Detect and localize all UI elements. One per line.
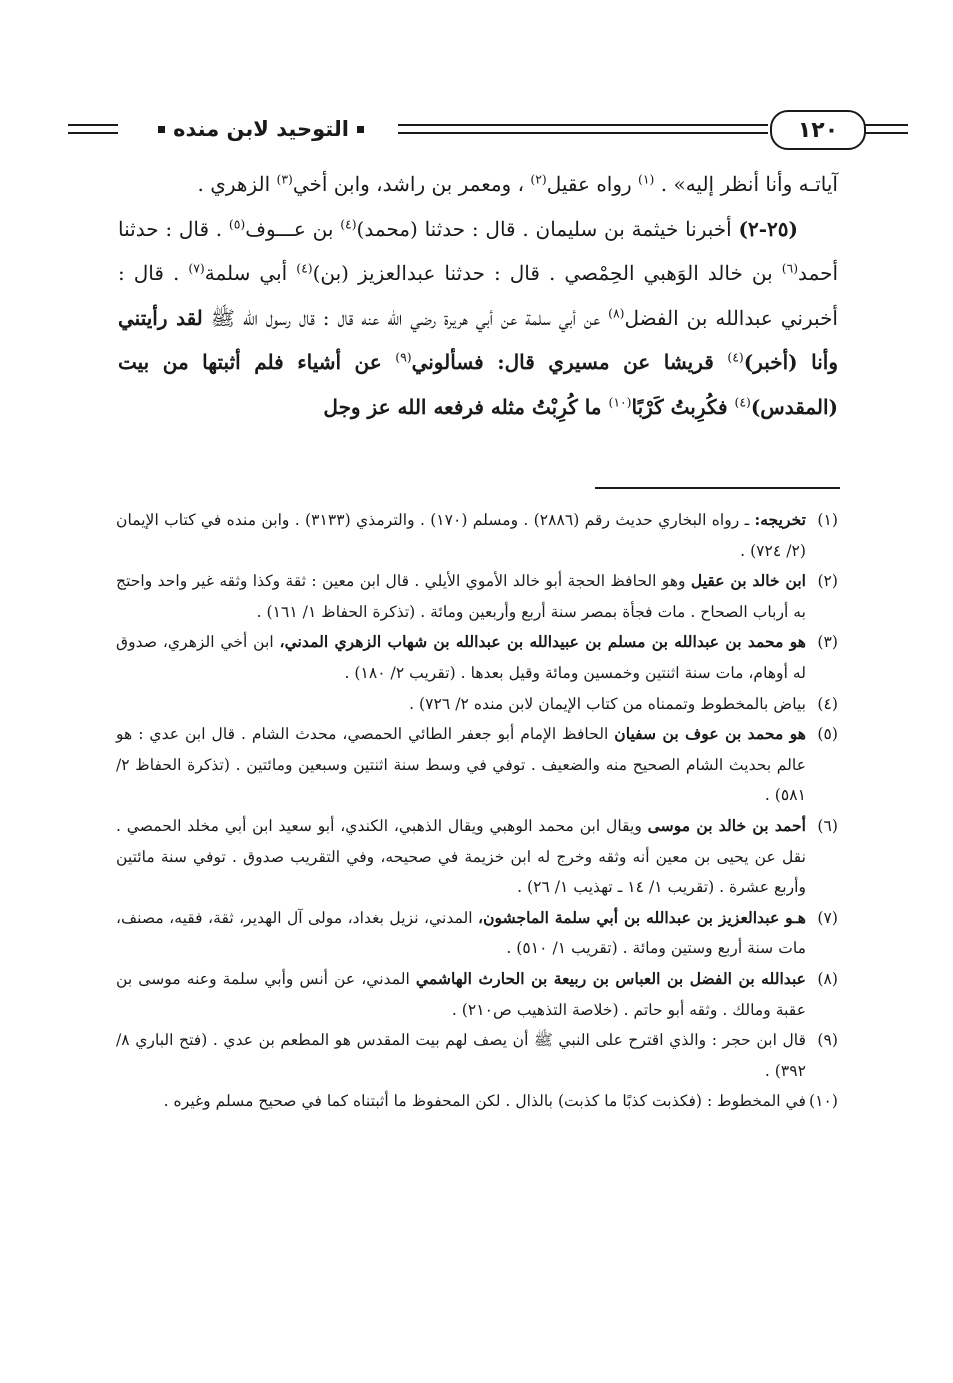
book-title (130, 110, 392, 148)
footnote-ref[interactable]: (٣) (276, 171, 293, 187)
footnote-divider (595, 487, 840, 489)
footnote-ref[interactable]: (٧) (188, 260, 205, 276)
hadith-number: (٢٥-٢) (738, 216, 798, 241)
footnote: (٢)ابن خالد بن عقيل وهو الحافظ الحجة أبو خالد الأموي الأيلي . قال ابن معين : ثقة وكذا وثقه غير واحد واحتج به أرباب الصحاح . مات فجأة بمصر سنة أربع وأربعين ومائة . (تذكرة الحفاظ ١/ ١٦١) . (116, 566, 838, 627)
page-number: ١٢٠ (770, 110, 866, 150)
footnote-ref[interactable]: (٨) (608, 304, 625, 320)
footnote-ref[interactable]: (٢) (530, 171, 547, 187)
footnote-number: (٩) (817, 1031, 838, 1050)
footnote-number: (٤) (817, 694, 838, 713)
footnote: (٨)عبدالله بن الفضل بن العباس بن ربيعة بن الحارث الهاشمي المدني، عن أنس وأبي سلمة وعنه موسى بن عقبة ومالك . وثقه أبو حاتم . (خلاصة التذهيب ص٢١٠) . (116, 964, 838, 1025)
footnote-ref[interactable]: (٤) (296, 260, 313, 276)
footnote-number: (٥) (817, 725, 838, 744)
footnote-number: (٦) (817, 816, 838, 835)
footnote-ref[interactable]: (٤) (340, 215, 357, 231)
footnote-number: (١٠) (809, 1092, 838, 1111)
footnote: (٧)هـو عبدالعزيز بن عبدالله بن أبي سلمة الماجشون، المدني، نزيل بغداد، مولى آل الهدير، ثقة، فقيه، مصنف، مات سنة أربع وستين ومائة . (تقريب ١/ ٥١٠) . (116, 903, 838, 964)
footnote-ref[interactable]: (١) (638, 171, 655, 187)
footnote-number: (٣) (817, 633, 838, 652)
header-rule-left (68, 124, 118, 134)
hadith-matn: لقد رأيتني وأنا (أخبر) (118, 305, 838, 374)
square-bullet-icon (158, 126, 165, 133)
footnote-number: (١) (817, 511, 838, 529)
footnote: (١)تخريجه: ـ رواه البخاري حديث رقم (٢٨٨٦) . ومسلم (١٧٠) . والترمذي (٣١٣٣) . وابن منده في كتاب الإيمان (٢/ ٧٢٤) . (116, 505, 838, 566)
footnote: (٤)بياض بالمخطوط وتممناه من كتاب الإيمان لابن منده ٢/ ٧٢٦) . (116, 689, 838, 720)
book-title-text: التوحيد لابن منده (173, 117, 349, 141)
square-bullet-icon (357, 126, 364, 133)
footnote-ref[interactable]: (٤) (734, 393, 751, 409)
header-rule-right (864, 124, 908, 134)
main-text (118, 162, 838, 429)
footnote: (٥)هو محمد بن عوف بن سفيان الحافظ الإمام أبو جعفر الطائي الحمصي، محدث الشام . قال ابن عدي : هو عالم بحديث الشام الصحيح منه والضعيف . توفي في وسط سنة اثنتين وسبعين ومائتين . (تذكرة الحفاظ ٢/ ٥٨١) . (116, 719, 838, 811)
hadith-paragraph: (٢٥-٢) أخبرنا خيثمة بن سليمان . قال : حدثنا (محمد)$^{(٤)}$ بن عـــوف$^{(٥)}$ . قال : حدثنا أحمد$^{(٦)}$ بن خالد الوَهبي الحِمْصي . قال : حدثنا عبدالعزيز (بن)$^{(٤)}$ أبي سلمة$^{(٧)}$ . قال : أخبرني عبدالله بن الفضل$^{(٨)}$ عن أبي سلمة عن أبي هريرة رضي الله عنه قال : قال رسول الله ﷺ لقد رأيتني وأنا (أخبر)$^{(٤)}$ قريشا عن مسيري قال: فسألوني$^{(٩)}$ عن أشياء فلم أثبتها من بيت (المقدس)$^{(٤)}$ فكُرِبتُ كَرْبًا$^{(١٠)}$ ما كُرِبْتُ مثله فرفعه الله عز وجل (118, 215, 839, 419)
footnote-number: (٧) (817, 908, 838, 927)
text-line-continuation: آياتـه وأنا أنظر إليه» . $^{(١)}$ رواه عقيل$^{(٢)}$ ، ومعمر بن راشد، وابن أخي$^{(٣)}$ الزهري . (197, 171, 838, 196)
footnote: (١٠)في المخطوط : (فكذبت كذبًا ما كذبت) بالذال . لكن المحفوظ ما أثبتناه كما في صحيح مسلم وغيره . (116, 1086, 838, 1117)
footnotes (116, 505, 838, 1117)
footnote: (٣)هو محمد بن عبدالله بن مسلم بن عبيدالله بن عبدالله بن شهاب الزهري المدني، ابن أخي الزهري، صدوق له أوهام، مات سنة اثنتين وخمسين ومائة وقيل بعدها . (تقريب ٢/ ١٨٠) . (116, 627, 838, 688)
footnote-ref[interactable]: (٦) (781, 260, 799, 276)
header-rule-middle (398, 124, 768, 134)
footnote-ref[interactable]: (٥) (228, 215, 246, 231)
footnote: (٩)قال ابن حجر : والذي اقترح على النبي ﷺ أن يصف لهم بيت المقدس هو المطعم بن عدي . (فتح الباري ٨/ ٣٩٢) . (116, 1025, 838, 1086)
footnote-ref[interactable]: (٩) (395, 349, 412, 365)
footnote-ref[interactable]: (٤) (727, 349, 744, 365)
page-header (68, 110, 838, 148)
footnote-number: (٢) (817, 572, 839, 591)
footnote-number: (٨) (817, 969, 838, 988)
footnote-ref[interactable]: (١٠) (608, 393, 632, 409)
footnote: (٦)أحمد بن خالد بن موسى ويقال ابن محمد الوهبي ويقال الذهبي، الكندي، أبو سعيد ابن أبي مخلد الحمصي . نقل عن يحيى بن معين أنه وثقه وخرج له ابن خزيمة في صحيحه، وفي التقريب صدوق . توفي سنة مائتين وأربع عشرة . (تقريب ١/ ١٤ ـ تهذيب ١/ ٢٦) . (116, 811, 838, 903)
